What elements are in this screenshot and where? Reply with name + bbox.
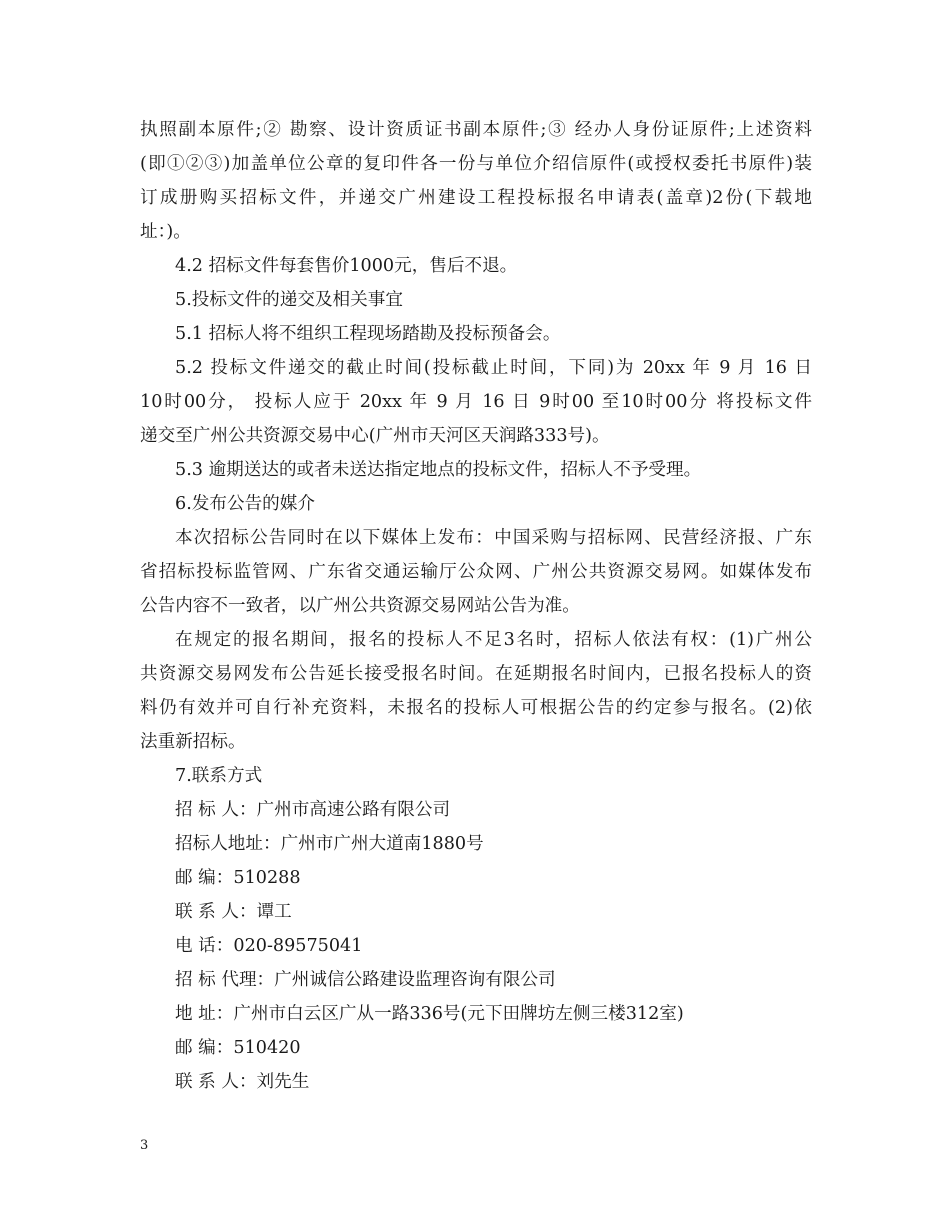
document-body [140, 113, 812, 1099]
text-line: 在规定的报名期间，报名的投标人不足3名时，招标人依法有权：(1)广州公 [175, 630, 812, 650]
text-line: 电 话：020-89575041 [175, 936, 363, 956]
text-line: 共资源交易网发布公告延长接受报名时间。在延期报名时间内，已报名投标人的资 [140, 664, 812, 684]
text-line: 订成册购买招标文件，并递交广州建设工程投标报名申请表(盖章)2份(下载地 [140, 188, 812, 208]
text-line: 7.联系方式 [175, 766, 263, 786]
text-line: 联 系 人：刘先生 [175, 1072, 310, 1092]
text-line: 招 标 人：广州市高速公路有限公司 [175, 800, 451, 820]
text-line: 5.2 投标文件递交的截止时间(投标截止时间，下同)为 20xx 年 9 月 16 日 [175, 358, 812, 378]
text-line: 招 标 代理：广州诚信公路建设监理咨询有限公司 [175, 970, 556, 990]
text-line: 招标人地址：广州市广州大道南1880号 [175, 834, 484, 854]
text-line: 执照副本原件;② 勘察、设计资质证书副本原件;③ 经办人身份证原件;上述资料 [140, 120, 812, 140]
text-line: 址：)。 [140, 222, 191, 242]
text-line: 5.投标文件的递交及相关事宜 [175, 290, 403, 310]
text-line: 料仍有效并可自行补充资料，未报名的投标人可根据公告的约定参与报名。(2)依 [140, 698, 812, 718]
text-line: 5.1 招标人将不组织工程现场踏勘及投标预备会。 [175, 324, 561, 344]
text-line: 公告内容不一致者，以广州公共资源交易网站公告为准。 [140, 596, 580, 616]
text-line: 法重新招标。 [140, 732, 246, 752]
text-line: 邮 编：510420 [175, 1038, 301, 1058]
text-line: 联 系 人：谭工 [175, 902, 292, 922]
text-line: 6.发布公告的媒介 [175, 494, 315, 514]
text-line: 地 址：广州市白云区广从一路336号(元下田牌坊左侧三楼312室) [175, 1004, 684, 1024]
text-line: 10时00分， 投标人应于 20xx 年 9 月 16 日 9时00 至10时00分 将投标文件 [140, 392, 812, 412]
text-line: 本次招标公告同时在以下媒体上发布：中国采购与招标网、民营经济报、广东 [175, 528, 812, 548]
text-line: 邮 编：510288 [175, 868, 301, 888]
text-line: 省招标投标监管网、广东省交通运输厅公众网、广州公共资源交易网。如媒体发布 [140, 562, 812, 582]
text-line: 递交至广州公共资源交易中心(广州市天河区天润路333号)。 [140, 426, 610, 446]
page-number: 3 [140, 1138, 149, 1153]
text-line: (即①②③)加盖单位公章的复印件各一份与单位介绍信原件(或授权委托书原件)装 [140, 154, 812, 174]
text-line: 5.3 逾期送达的或者未送达指定地点的投标文件，招标人不予受理。 [175, 460, 702, 480]
text-line: 4.2 招标文件每套售价1000元，售后不退。 [175, 256, 518, 276]
